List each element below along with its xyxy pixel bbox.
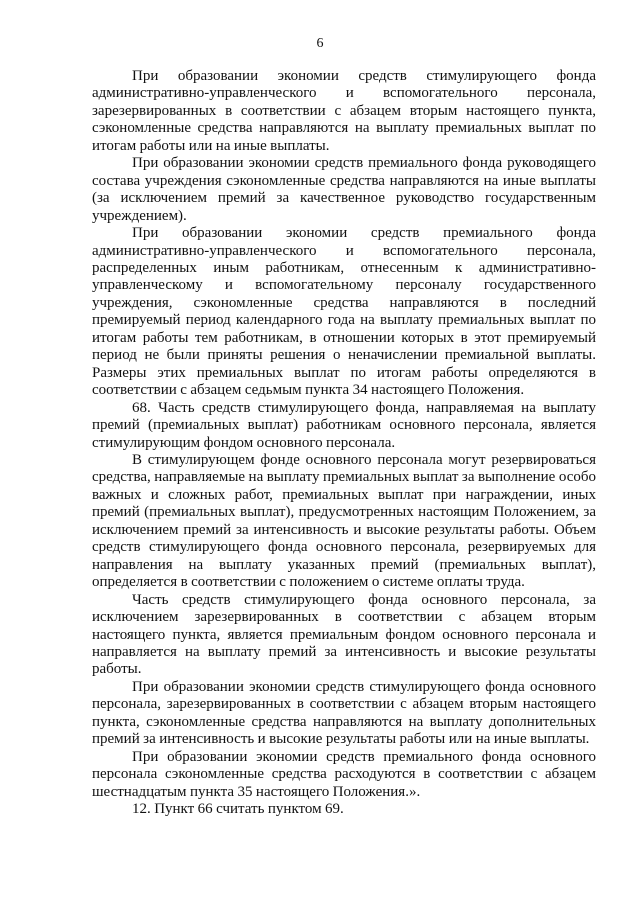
paragraph-1: При образовании экономии средств стимулирующего фонда административно-управленческого и вспомогательного персонала, зарезервированных в соответствии с абзацем вторым настоящего пункта, сэкономленные средства направляются на выплату премиальных выплат по итогам работы или на иные выплаты. xyxy=(92,68,596,154)
paragraph-item-68: 68. Часть средств стимулирующего фонда, направляемая на выплату премий (премиальных выплат) работникам основного персонала, является стимулирующим фондом основного персонала. xyxy=(92,399,596,451)
paragraph-5: В стимулирующем фонде основного персонала могут резервироваться средства, направляемые на выплату премиальных выплат за выполнение особо важных и сложных работ, премиальных выплат при награждении, иных премий (премиальных выплат), предусмотренных настоящим Положением, за исключением премий за интенсивность и высокие результаты работы. Объем средств стимулирующего фонда основного персонала, резервируемых для направления на выплату указанных премий (премиальных выплат), определяется в соответствии с положением о системе оплаты труда. xyxy=(92,451,596,591)
paragraph-7: При образовании экономии средств стимулирующего фонда основного персонала, зарезервированных в соответствии с абзацем вторым настоящего пункта, сэкономленные средства направляются на выплату дополнительных премий за интенсивность и высокие результаты работы или на иные выплаты. xyxy=(92,678,596,748)
paragraph-6: Часть средств стимулирующего фонда основного персонала, за исключением зарезервированных в соответствии с абзацем вторым настоящего пункта, является премиальным фондом основного персонала и направляется на выплату премий за интенсивность и высокие результаты работы. xyxy=(92,591,596,678)
paragraph-2: При образовании экономии средств премиального фонда руководящего состава учреждения сэкономленные средства направляются на иные выплаты (за исключением премий за качественное руководство государственным учреждением). xyxy=(92,155,596,224)
page-number: 6 xyxy=(316,36,324,51)
document-body xyxy=(92,68,596,818)
paragraph-8: При образовании экономии средств премиального фонда основного персонала сэкономленные средства расходуются в соответствии с абзацем шестнадцатым пункта 35 настоящего Положения.». xyxy=(92,748,596,800)
paragraph-item-12: 12. Пункт 66 считать пунктом 69. xyxy=(132,801,344,818)
paragraph-3: При образовании экономии средств премиального фонда административно-управленческого и вспомогательного персонала, распределенных иным работникам, отнесенным к административно-управленческому и вспомогательному персоналу государственного учреждения, сэкономленные средства направляются в последний премируемый период календарного года на выплату премиальных выплат по итогам работы тем работникам, в отношении которых в этот премируемый период не были приняты решения о неначислении премиальной выплаты. Размеры этих премиальных выплат по итогам работы определяются в соответствии с абзацем седьмым пункта 34 настоящего Положения. xyxy=(92,225,596,399)
